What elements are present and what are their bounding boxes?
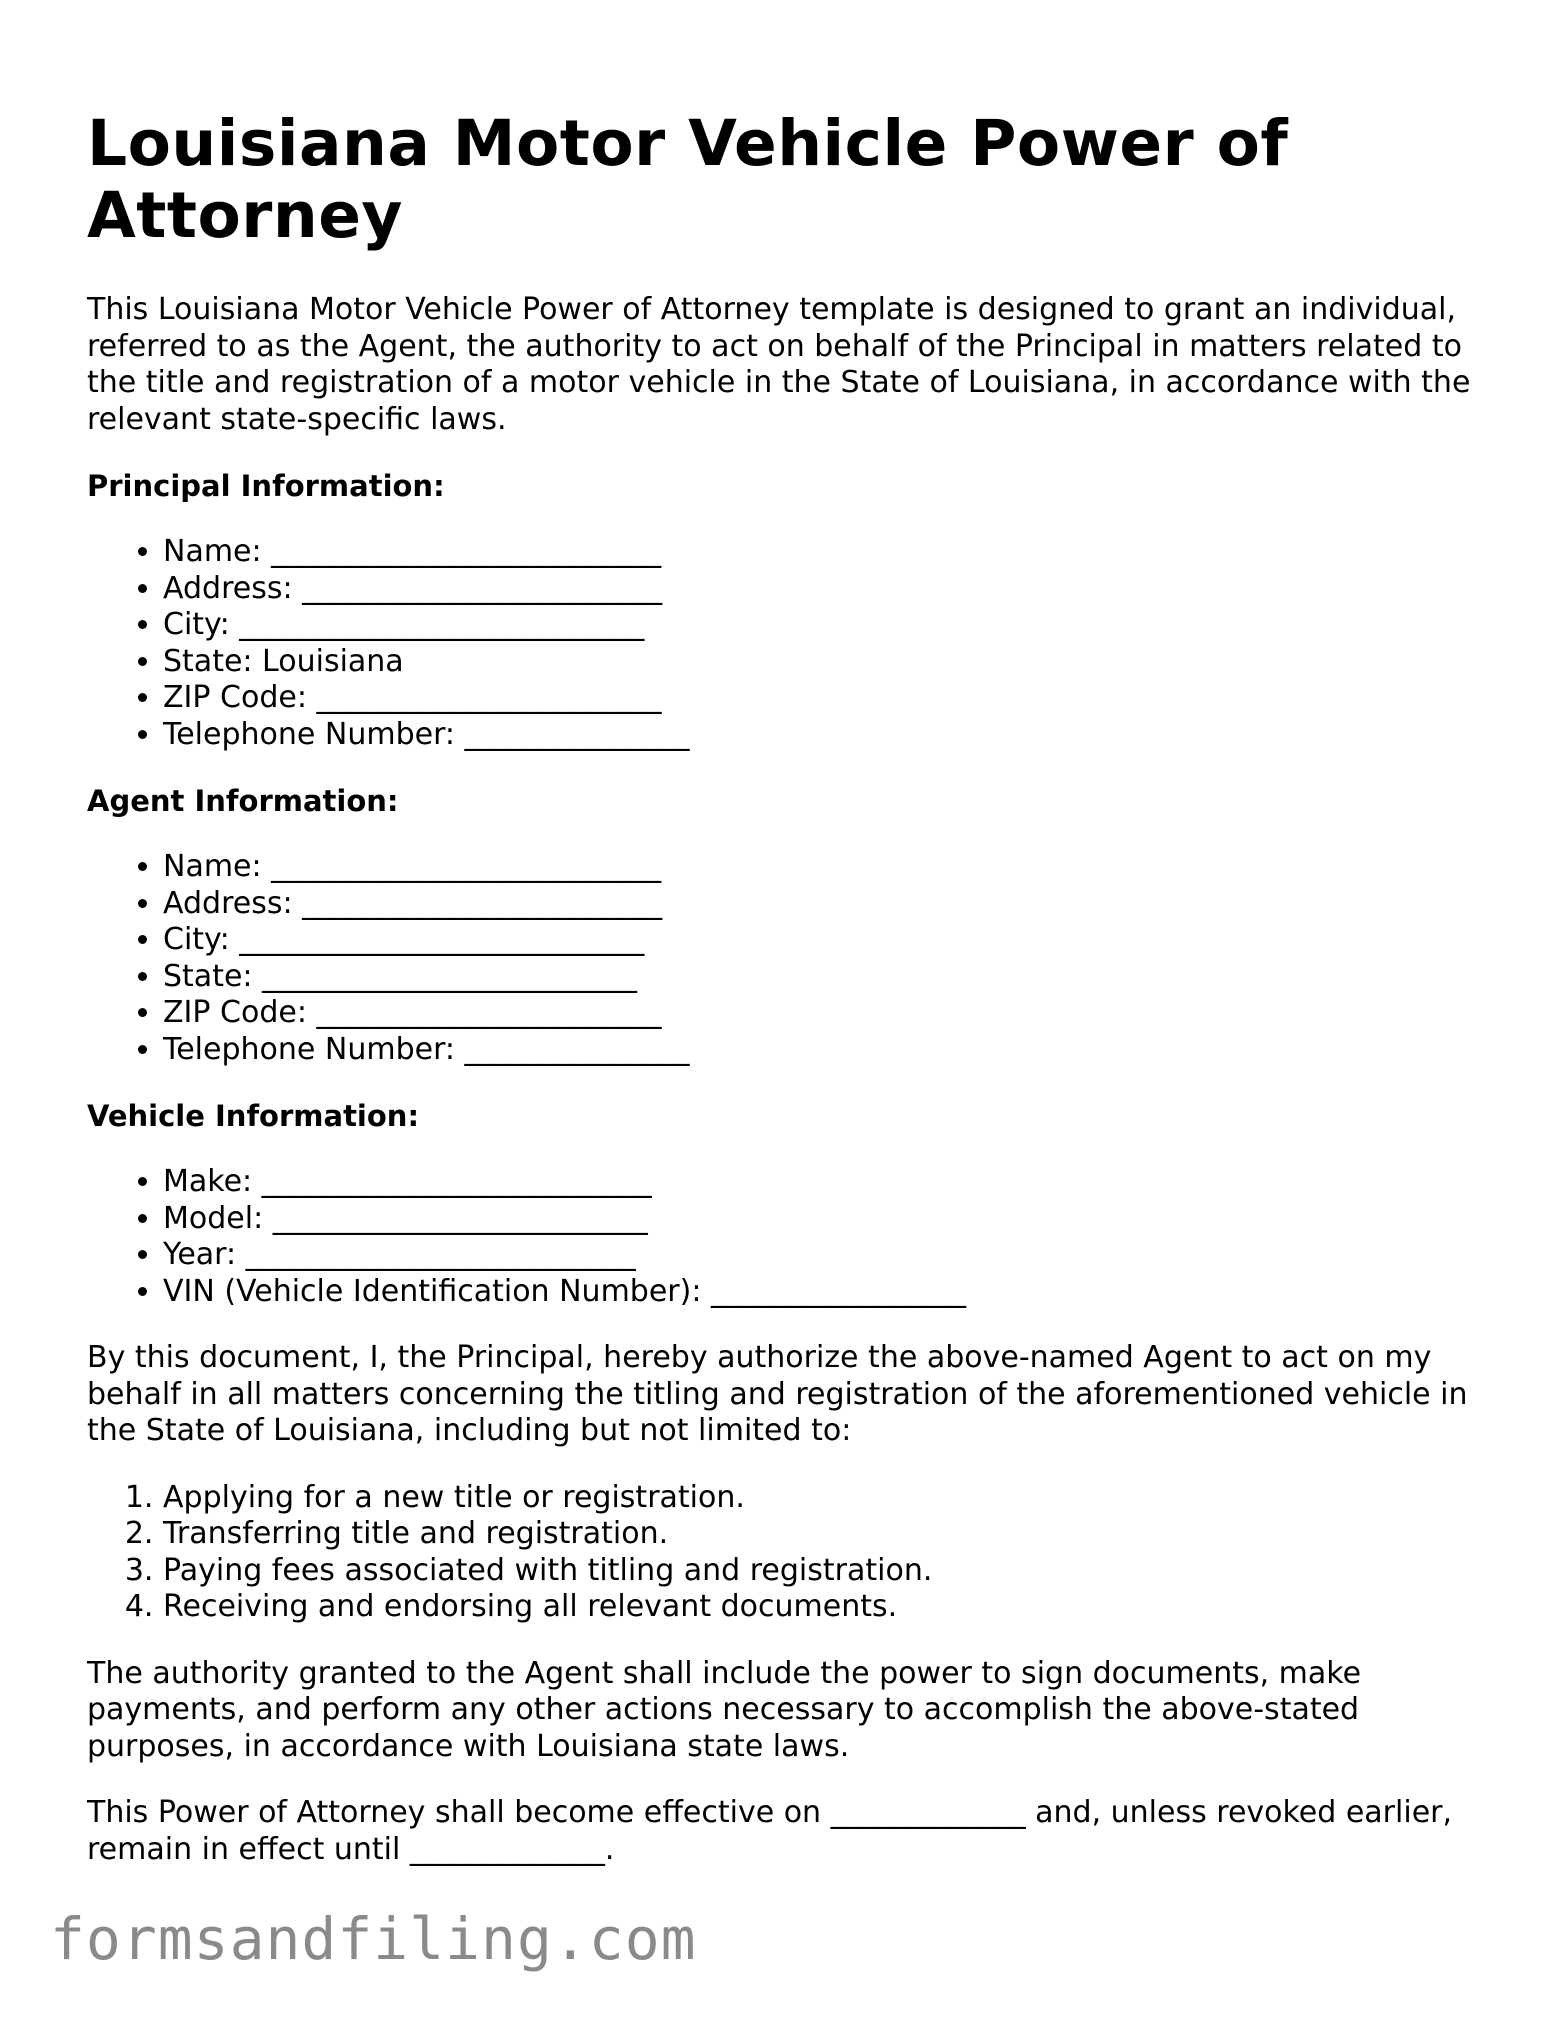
vehicle-heading: Vehicle Information: xyxy=(87,1099,420,1133)
agent-zip-field: • ZIP Code: _______________________ xyxy=(163,995,1487,1032)
vehicle-model-field: • Model: _________________________ xyxy=(163,1201,1487,1238)
agent-state-field: • State: _________________________ xyxy=(163,959,1487,996)
power-item: 2. Transferring title and registration. xyxy=(163,1516,1487,1553)
principal-zip-field: • ZIP Code: _______________________ xyxy=(163,680,1487,717)
principal-heading: Principal Information: xyxy=(87,469,445,503)
authority-paragraph: The authority granted to the Agent shall include the power to sign documents, make payments, and perform any other actions necessary to accomplish the above-stated purposes, in accordance with Louisiana state laws. xyxy=(87,1655,1362,1764)
power-item: 4. Receiving and endorsing all relevant documents. xyxy=(163,1589,1487,1626)
powers-list xyxy=(87,1480,1487,1626)
agent-phone-field: • Telephone Number: _______________ xyxy=(163,1032,1487,1069)
principal-name-field: • Name: __________________________ xyxy=(163,534,1487,571)
document-page xyxy=(87,108,1487,1898)
vehicle-make-field: • Make: __________________________ xyxy=(163,1164,1487,1201)
power-item: 1. Applying for a new title or registration. xyxy=(163,1480,1487,1517)
vehicle-vin-field: • VIN (Vehicle Identification Number): _________________ xyxy=(163,1274,1487,1311)
intro-paragraph: This Louisiana Motor Vehicle Power of Attorney template is designed to grant an individual, referred to as the Agent, the authority to act on behalf of the Principal in matters related to the title and registration of a motor vehicle in the State of Louisiana, in accordance with the relevant state-specific laws. xyxy=(87,292,1471,437)
agent-info-list xyxy=(87,849,1487,1068)
effective-date-paragraph: This Power of Attorney shall become effective on _____________ and, unless revoked earlier, remain in effect until _____________. xyxy=(87,1795,1453,1867)
agent-name-field: • Name: __________________________ xyxy=(163,849,1487,886)
principal-info-list xyxy=(87,534,1487,753)
vehicle-info-list xyxy=(87,1164,1487,1310)
agent-heading: Agent Information: xyxy=(87,784,399,818)
power-item: 3. Paying fees associated with titling and registration. xyxy=(163,1553,1487,1590)
agent-city-field: • City: ___________________________ xyxy=(163,922,1487,959)
document-title: Louisiana Motor Vehicle Power of Attorney xyxy=(87,107,1289,252)
authorization-paragraph: By this document, I, the Principal, hereby authorize the above-named Agent to act on my behalf in all matters concerning the titling and registration of the aforementioned vehicle in the State of Louisiana, including but not limited to: xyxy=(87,1340,1468,1448)
site-watermark: formsandfiling.com xyxy=(50,1905,697,1973)
principal-state-field: • State: Louisiana xyxy=(163,644,1487,681)
principal-address-field: • Address: ________________________ xyxy=(163,571,1487,608)
vehicle-year-field: • Year: __________________________ xyxy=(163,1237,1487,1274)
agent-address-field: • Address: ________________________ xyxy=(163,886,1487,923)
principal-phone-field: • Telephone Number: _______________ xyxy=(163,717,1487,754)
principal-city-field: • City: ___________________________ xyxy=(163,607,1487,644)
